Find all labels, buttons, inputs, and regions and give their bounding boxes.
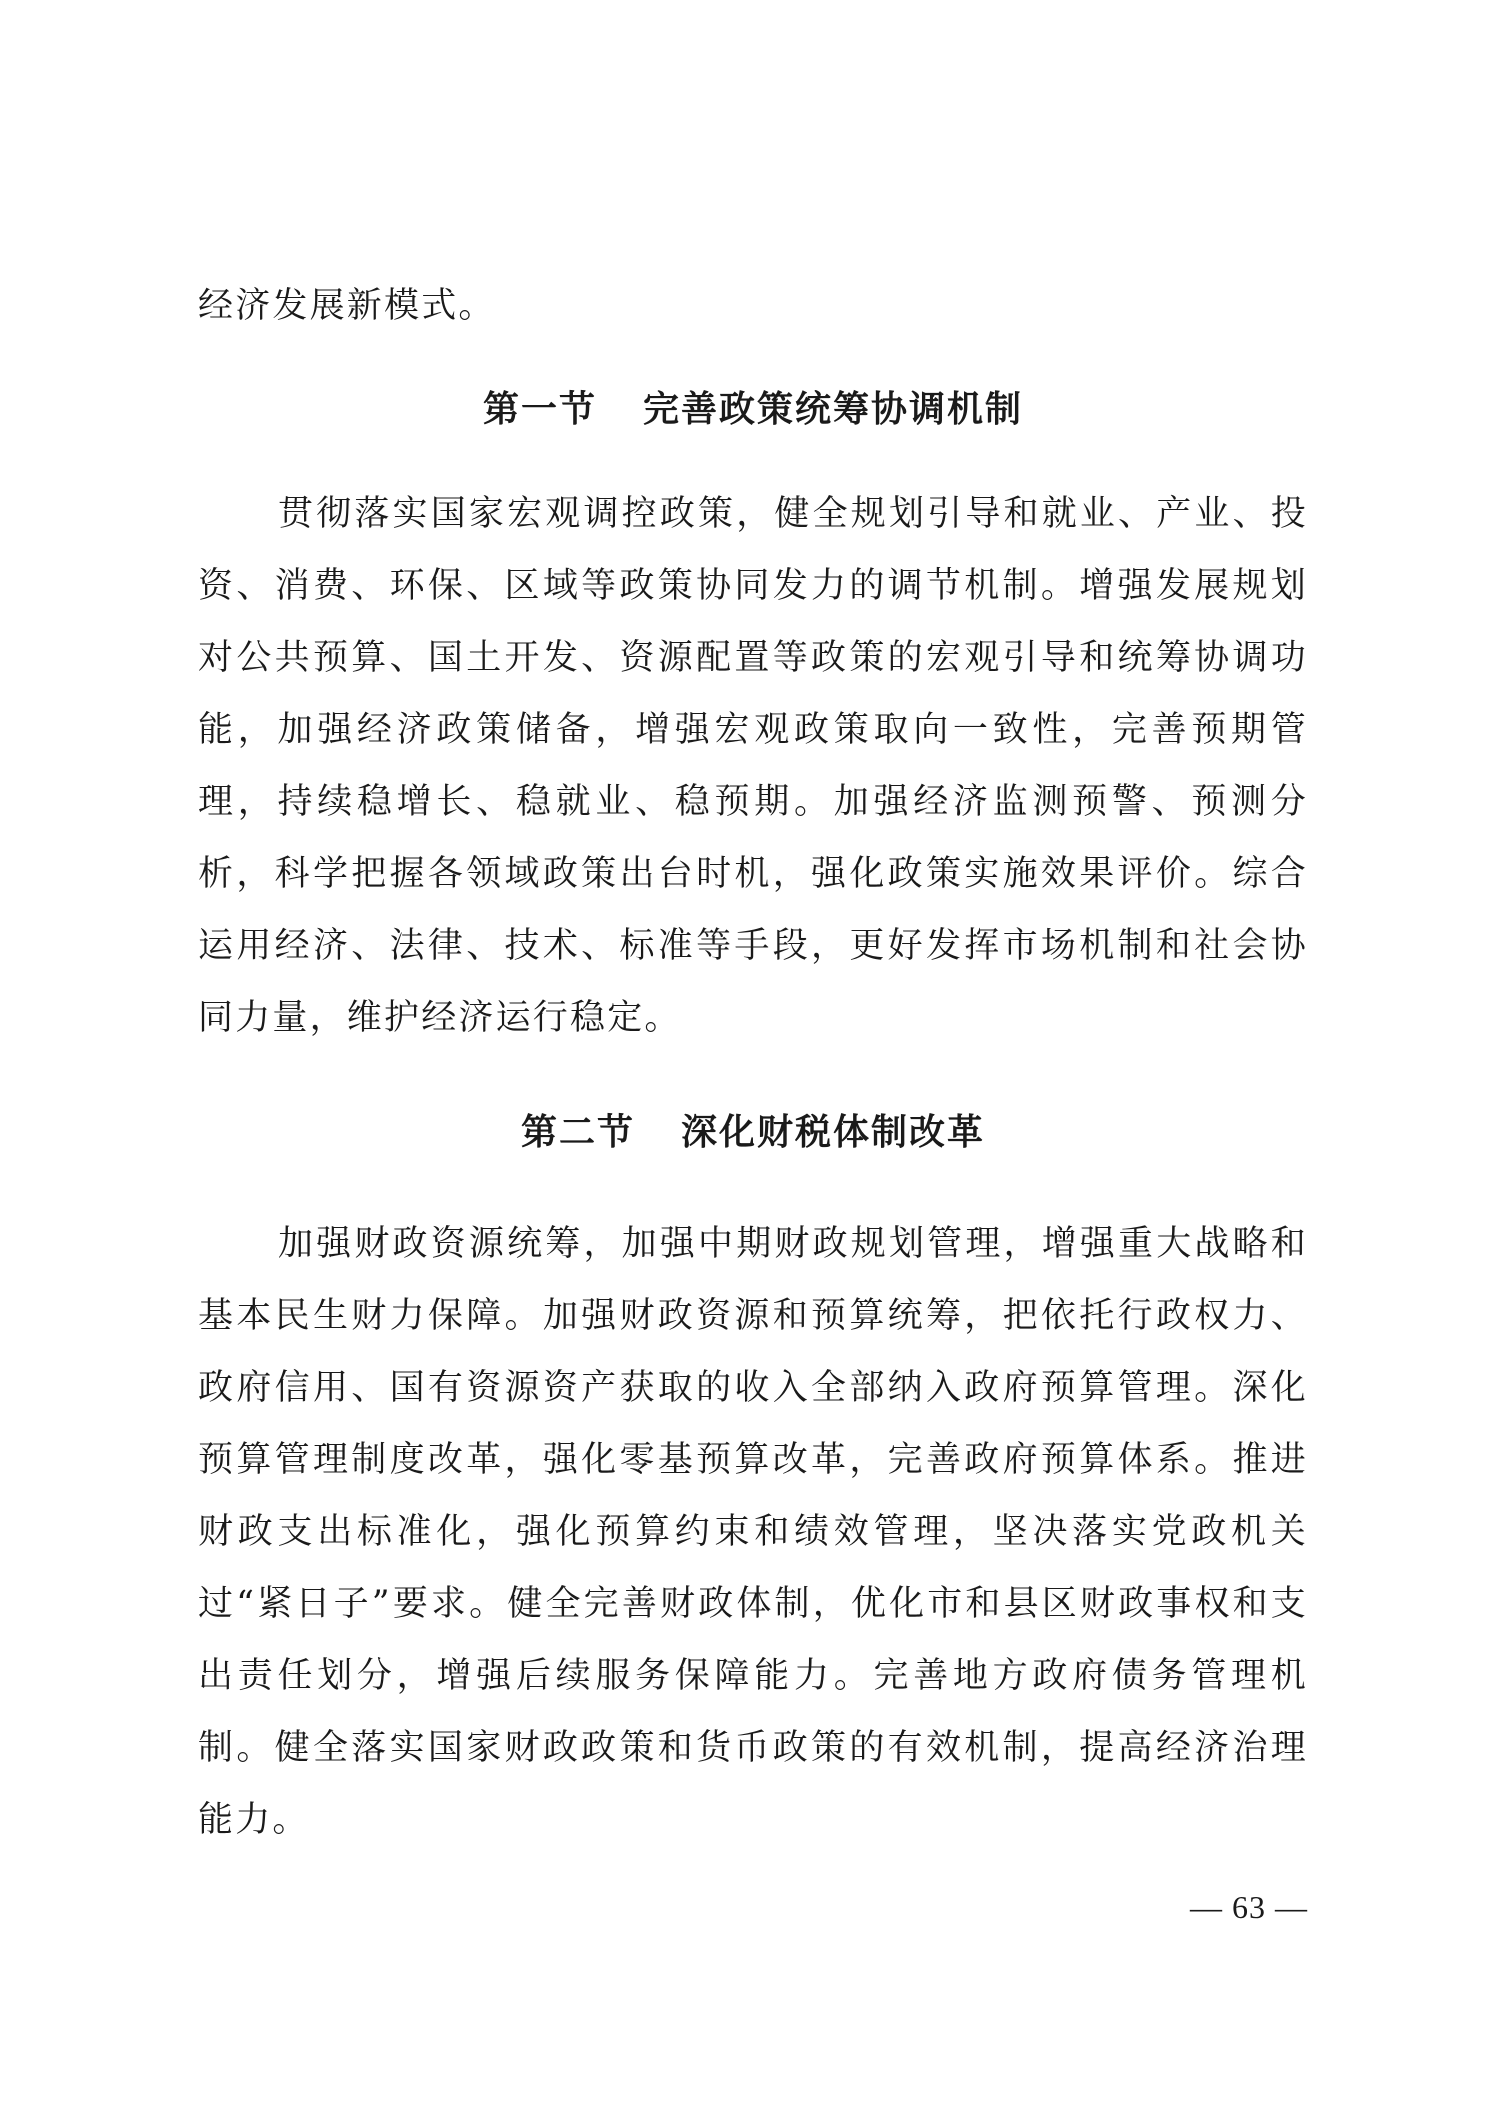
section-1-number: 第一节: [482, 389, 597, 430]
page-number: — 63 —: [1190, 1889, 1308, 1925]
section-1-paragraph: 贯彻落实国家宏观调控政策，健全规划引导和就业、产业、投资、消费、环保、区域等政策协同发力的调节机制。增强发展规划对公共预算、国土开发、资源配置等政策的宏观引导和统筹协调功能，加强经济政策储备，增强宏观政策取向一致性，完善预期管理，持续稳增长、稳就业、稳预期。加强经济监测预警、预测分析，科学把握各领域政策出台时机，强化政策实施效果评价。综合运用经济、法律、技术、标准等手段，更好发挥市场机制和社会协同力量，维护经济运行稳定。: [198, 494, 1308, 1038]
section-1-title: 完善政策统筹协调机制: [643, 389, 1024, 430]
section-2-heading: [198, 1108, 1308, 1158]
section-2-title: 深化财税体制改革: [681, 1112, 986, 1153]
section-2-paragraph: 加强财政资源统筹，加强中期财政规划管理，增强重大战略和基本民生财力保障。加强财政资源和预算统筹，把依托行政权力、政府信用、国有资源资产获取的收入全部纳入政府预算管理。深化预算管理制度改革，强化零基预算改革，完善政府预算体系。推进财政支出标准化，强化预算约束和绩效管理，坚决落实党政机关过“紧日子”要求。健全完善财政体制，优化市和县区财政事权和支出责任划分，增强后续服务保障能力。完善地方政府债务管理机制。健全落实国家财政政策和货币政策的有效机制，提高经济治理能力。: [198, 1224, 1308, 1840]
continuation-text: 经济发展新模式。: [198, 286, 496, 326]
section-2-number: 第二节: [520, 1112, 635, 1153]
section-1-heading: [198, 385, 1308, 435]
